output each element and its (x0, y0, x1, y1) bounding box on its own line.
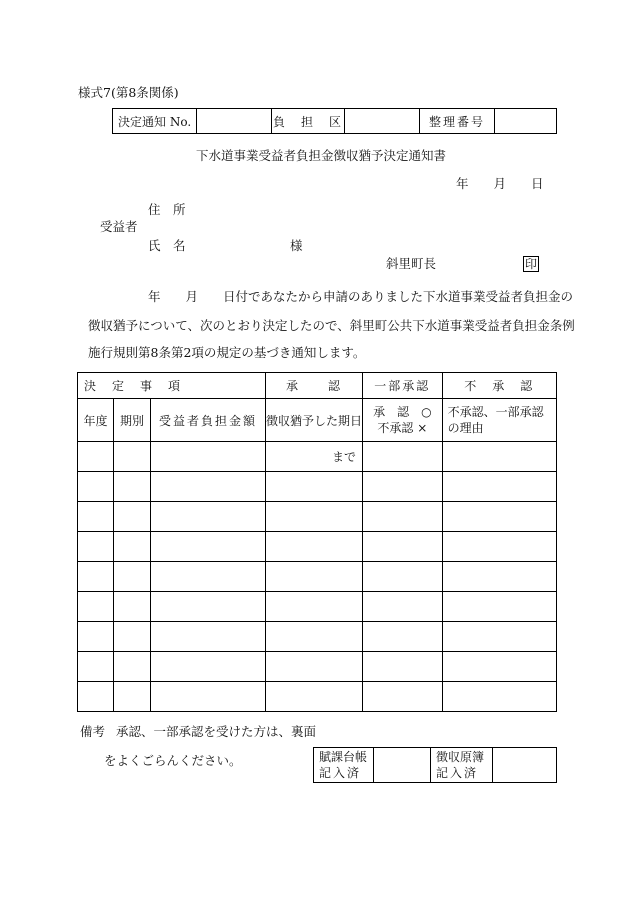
col-period: 期別 (114, 399, 151, 442)
table-cell (363, 682, 443, 712)
date-line: 年 月 日 (456, 176, 544, 191)
table-row (78, 622, 557, 652)
table-row (78, 652, 557, 682)
notice-no-label: 決定通知 No. (113, 109, 197, 134)
table-cell (151, 682, 266, 712)
table-row (78, 682, 557, 712)
col-status-line-2: 不承認 × (377, 421, 428, 435)
col-due-date: 徴収猶予した期日 (266, 399, 363, 442)
table-cell (78, 562, 114, 592)
table-cell (363, 532, 443, 562)
form-label: 様式7(第8条関係) (78, 85, 179, 100)
table-cell (442, 562, 556, 592)
table-cell (266, 532, 363, 562)
body-line-1: 年 月 日付であなたから申請のありました下水道事業受益者負担金の (148, 289, 574, 304)
table-cell (266, 472, 363, 502)
collection-label-1: 徴収原簿 (436, 750, 485, 764)
table-cell (151, 472, 266, 502)
table-cell (363, 592, 443, 622)
table-cell (78, 472, 114, 502)
table-cell (363, 502, 443, 532)
col-status-line-1: 承 認 ○ (373, 405, 432, 419)
table-cell (114, 652, 151, 682)
table-cell (442, 682, 556, 712)
table-cell (442, 442, 556, 472)
honorific: 様 (290, 238, 303, 253)
col-reason-line-1: 不承認、一部承認 (447, 405, 544, 419)
table-cell (266, 652, 363, 682)
address-label: 住 所 (148, 202, 186, 217)
table-cell (114, 532, 151, 562)
table-row (78, 562, 557, 592)
table-cell (114, 682, 151, 712)
district-value (345, 109, 420, 134)
col-amount: 受益者負担金額 (151, 399, 266, 442)
collection-label-2: 記入済 (436, 766, 479, 780)
until-label: まで (266, 442, 363, 472)
table-cell (363, 622, 443, 652)
table-row (78, 502, 557, 532)
table-cell (78, 442, 114, 472)
table-cell (114, 562, 151, 592)
remarks-line-1: 承認、一部承認を受けた方は、裏面 (116, 724, 317, 739)
table-cell (78, 532, 114, 562)
table-row (78, 592, 557, 622)
table-cell (114, 592, 151, 622)
table-cell (78, 652, 114, 682)
table-cell (78, 622, 114, 652)
table-cell (363, 472, 443, 502)
table-cell (442, 592, 556, 622)
table-cell (78, 592, 114, 622)
table-cell (78, 682, 114, 712)
table-cell (114, 442, 151, 472)
collection-check-cell (493, 748, 557, 783)
ledger-label-2: 記入済 (319, 766, 362, 780)
table-cell (363, 442, 443, 472)
table-row (78, 532, 557, 562)
table-cell (363, 562, 443, 592)
table-cell (266, 502, 363, 532)
decision-rows (78, 442, 557, 712)
table-cell (114, 472, 151, 502)
ledger-check-cell (374, 748, 431, 783)
table-cell (442, 622, 556, 652)
table-cell (114, 622, 151, 652)
ledger-label-1: 賦課台帳 (319, 750, 368, 764)
table-cell (266, 682, 363, 712)
ledger-table (313, 747, 557, 783)
recipient-group-label: 受益者 (100, 219, 138, 234)
name-label: 氏 名 (148, 238, 186, 253)
remarks-label: 備考 (80, 724, 106, 739)
body-line-3: 施行規則第8条第2項の規定の基づき通知します。 (88, 345, 366, 360)
approve-option: 承 認 (266, 373, 363, 399)
remarks-line-2: をよくごらんください。 (104, 753, 242, 768)
notice-header-table (112, 108, 557, 134)
issuer-name: 斜里町長 (386, 256, 437, 271)
table-cell (151, 562, 266, 592)
table-cell (363, 652, 443, 682)
serial-value (495, 109, 557, 134)
table-cell (442, 472, 556, 502)
notice-no-value (197, 109, 272, 134)
col-year: 年度 (78, 399, 114, 442)
table-cell (266, 562, 363, 592)
seal-mark: 印 (524, 257, 537, 271)
table-cell (442, 652, 556, 682)
table-cell (442, 532, 556, 562)
partial-approve-option: 一部承認 (363, 373, 443, 399)
table-row (78, 442, 557, 472)
body-line-2: 徴収猶予について、次のとおり決定したので、斜里町公共下水道事業受益者負担金条例 (88, 318, 575, 333)
district-label: 負 担 区 (272, 109, 345, 134)
table-row (78, 472, 557, 502)
serial-label: 整理番号 (420, 109, 495, 134)
table-cell (442, 502, 556, 532)
document-title: 下水道事業受益者負担金徴収猶予決定通知書 (196, 148, 447, 163)
table-cell (151, 652, 266, 682)
reject-option: 不 承 認 (442, 373, 556, 399)
table-cell (151, 592, 266, 622)
table-cell (114, 502, 151, 532)
table-cell (266, 592, 363, 622)
decision-table (77, 372, 557, 712)
table-cell (151, 532, 266, 562)
table-cell (151, 622, 266, 652)
table-cell (151, 442, 266, 472)
table-cell (266, 622, 363, 652)
col-reason-line-2: の理由 (447, 421, 484, 435)
table-cell (151, 502, 266, 532)
table-cell (78, 502, 114, 532)
decision-header: 決 定 事 項 (84, 379, 183, 393)
